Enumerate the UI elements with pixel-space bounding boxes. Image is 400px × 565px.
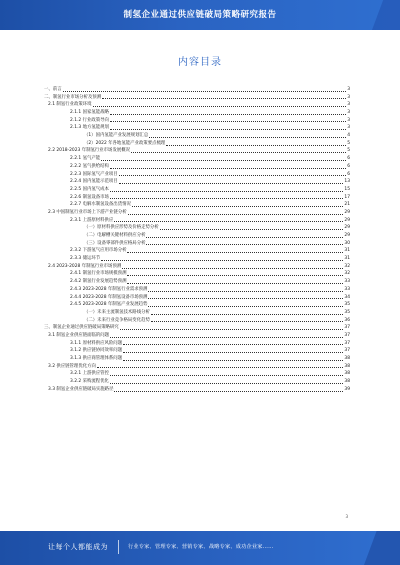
- toc-dot-leader: [110, 191, 343, 192]
- toc-entry-label: 2.3 中国制氢行业市场上下游产业链分析: [48, 209, 127, 215]
- toc-entry[interactable]: [44, 363, 350, 371]
- toc-dot-leader: [110, 168, 346, 169]
- toc-entry-page: 33: [344, 286, 350, 292]
- toc-entry[interactable]: [44, 94, 350, 102]
- toc-entry-label: 3.2.2 采购流程优化: [70, 379, 109, 385]
- toc-entry-page: 34: [344, 294, 350, 300]
- toc-entry-label: 三、制氢企业通过供应链破局策略研究: [44, 325, 119, 331]
- toc-entry-page: 17: [344, 194, 350, 200]
- toc-dot-leader: [131, 152, 346, 153]
- toc-entry-page: 15: [344, 186, 350, 192]
- toc-entry-page: 33: [344, 279, 350, 285]
- toc-dot-leader: [114, 391, 343, 392]
- toc-dot-leader: [110, 383, 343, 384]
- toc-dot-leader: [110, 114, 346, 115]
- toc-entry[interactable]: [44, 171, 350, 179]
- toc-entry[interactable]: [44, 109, 350, 117]
- toc-dot-leader: [132, 206, 344, 207]
- toc-entry-label: 3.1.3 供应商管理体系问题: [70, 356, 123, 362]
- toc-entry-page: 3: [347, 94, 350, 100]
- toc-entry-page: 3: [347, 102, 350, 108]
- toc-entry-page: 37: [344, 340, 350, 346]
- toc-entry-label: 2.4.3 2023-2028 年制氢行业需求预测: [70, 286, 148, 292]
- toc-entry-label: 3.1 制氢企业供应链面临的问题: [48, 332, 110, 338]
- toc-entry-page: 38: [344, 356, 350, 362]
- toc-entry-page: 6: [347, 171, 350, 177]
- toc-dot-leader: [128, 214, 344, 215]
- toc-dot-leader: [101, 260, 343, 261]
- toc-entry-label: 2.3.1 上游原材料供应: [70, 217, 114, 223]
- toc-entry-label: 2.3.3 储运环节: [70, 256, 101, 262]
- toc-entry-page: 6: [347, 163, 350, 169]
- toc-entry[interactable]: [44, 294, 350, 302]
- toc-entry-label: 2.2.5 国内氢气成本: [70, 186, 109, 192]
- toc-entry-label: 2.4.4 2023-2028 年制氢设备市场预测: [70, 294, 148, 300]
- toc-entry[interactable]: [44, 317, 350, 325]
- toc-dot-leader: [146, 244, 343, 245]
- footer-divider: [118, 540, 119, 554]
- toc-dot-leader: [120, 329, 344, 330]
- toc-entry-label: （2）2022 年各地氢能产业政策要点梳理: [84, 140, 166, 146]
- toc-entry-page: 35: [344, 309, 350, 315]
- toc-entry-page: 29: [344, 209, 350, 215]
- footer-slogan-tail: 行业专家、管理专家、营销专家、战略专家、成功企业家……: [128, 544, 274, 550]
- toc-heading: 内容目录: [178, 57, 222, 68]
- toc-entry-page: 3: [347, 117, 350, 123]
- toc-entry-page: 31: [344, 248, 350, 254]
- toc-dot-leader: [149, 137, 346, 138]
- toc-entry-page: 38: [344, 371, 350, 377]
- toc-entry-page: 29: [344, 225, 350, 231]
- toc-entry[interactable]: [44, 240, 350, 248]
- toc-entry-page: 35: [344, 302, 350, 308]
- header-band: [0, 0, 400, 30]
- toc-entry-label: （二）未来行业竞争格局变化趋势: [84, 317, 150, 323]
- toc-dot-leader: [102, 98, 346, 99]
- toc-entry[interactable]: [44, 201, 350, 209]
- toc-entry[interactable]: [44, 117, 350, 125]
- toc-entry[interactable]: [44, 255, 350, 263]
- toc-dot-leader: [63, 91, 347, 92]
- toc-entry-page: 3: [347, 110, 350, 116]
- toc-entry-page: 5: [347, 140, 350, 146]
- toc-entry-page: 32: [344, 271, 350, 277]
- toc-dot-leader: [151, 314, 344, 315]
- toc-entry-page: 37: [344, 332, 350, 338]
- toc-dot-leader: [151, 321, 344, 322]
- toc-entry[interactable]: [44, 301, 350, 309]
- toc-entry-page: 32: [344, 263, 350, 269]
- toc-entry[interactable]: [44, 340, 350, 348]
- toc-entry-page: 6: [347, 156, 350, 162]
- toc-dot-leader: [110, 337, 343, 338]
- toc-entry-label: 2.1.1 国家氢能战略: [70, 110, 109, 116]
- toc-entry-page: 4: [347, 133, 350, 139]
- toc-entry-label: 2.2.6 制氢设备市场: [70, 194, 109, 200]
- toc-entry[interactable]: [44, 386, 350, 394]
- toc-entry[interactable]: [44, 163, 350, 171]
- toc-dot-leader: [93, 106, 347, 107]
- toc-dot-leader: [160, 229, 344, 230]
- toc-entry[interactable]: [44, 263, 350, 271]
- toc-entry[interactable]: [44, 324, 350, 332]
- toc-entry-page: 21: [344, 202, 350, 208]
- toc-dot-leader: [127, 275, 343, 276]
- toc-entry-label: 3.2.1 上游供应管控: [70, 371, 109, 377]
- toc-entry-label: 二、制氢行业市场分析及预测: [44, 94, 102, 100]
- toc-dot-leader: [127, 283, 343, 284]
- toc-entry-label: 2.2.2 氢气供给结构: [70, 163, 109, 169]
- toc-entry-page: 29: [344, 233, 350, 239]
- toc-entry-label: 2.2 2018-2023 年制氢行业市场发展概况: [48, 148, 131, 154]
- toc-entry-page: 37: [344, 325, 350, 331]
- toc-dot-leader: [123, 360, 343, 361]
- toc-entry-label: 2.2.1 氢气产能: [70, 156, 101, 162]
- toc-dot-leader: [101, 160, 346, 161]
- toc-entry-label: 2.3.2 下游氢气应用市场分析: [70, 248, 127, 254]
- toc-dot-leader: [110, 375, 343, 376]
- toc-entry-label: 2.4.1 制氢行业市场规模预测: [70, 271, 127, 277]
- toc-entry-page: 13: [344, 179, 350, 185]
- toc-entry[interactable]: [44, 178, 350, 186]
- toc-entry-label: 2.2.7 电解水制氢设备出货情况: [70, 202, 131, 208]
- toc-entry[interactable]: [44, 232, 350, 240]
- toc-entry-label: 2.1.2 行业政策导向: [70, 117, 109, 123]
- toc-entry-page: 36: [344, 317, 350, 323]
- toc-dot-leader: [123, 352, 343, 353]
- toc-entry-label: 2.2.3 国际氢气产业项目: [70, 171, 118, 177]
- toc-entry-label: 2.4 2023-2028 年制氢行业市场预测: [48, 263, 122, 269]
- toc-dot-leader: [146, 237, 343, 238]
- toc-entry-label: 2.4.5 2023-2028 年制氢产业发展趋势: [70, 302, 148, 308]
- toc-dot-leader: [114, 221, 343, 222]
- toc-entry[interactable]: [44, 194, 350, 202]
- toc-dot-leader: [110, 129, 346, 130]
- toc-entry-page: 30: [344, 240, 350, 246]
- toc-entry[interactable]: [44, 155, 350, 163]
- toc-entry-label: 3.1.1 原材料供应风险问题: [70, 340, 123, 346]
- toc-entry[interactable]: [44, 101, 350, 109]
- toc-entry[interactable]: [44, 148, 350, 156]
- toc-dot-leader: [166, 145, 346, 146]
- toc-entry[interactable]: [44, 286, 350, 294]
- toc-dot-leader: [148, 291, 343, 292]
- toc-entry[interactable]: [44, 132, 350, 140]
- toc-entry-label: （一）原材料供应形势及价格走势分析: [84, 225, 159, 231]
- toc-entry-page: 3: [347, 125, 350, 131]
- toc-entry[interactable]: [44, 378, 350, 386]
- toc-dot-leader: [123, 344, 343, 345]
- toc-dot-leader: [148, 298, 343, 299]
- toc-entry[interactable]: [44, 140, 350, 148]
- toc-dot-leader: [110, 198, 343, 199]
- toc-entry-label: （一）未来主流制氢技术路线分析: [84, 309, 150, 315]
- toc-entry-label: （二）电解槽关键材料供应分析: [84, 233, 146, 239]
- toc-entry[interactable]: [44, 86, 350, 94]
- toc-entry-page: 29: [344, 217, 350, 223]
- toc-entry[interactable]: [44, 347, 350, 355]
- toc-entry-label: （1）国内氢能产业发展规划汇总: [84, 133, 149, 139]
- toc-entry[interactable]: [44, 370, 350, 378]
- table-of-contents: [44, 86, 350, 394]
- toc-entry[interactable]: [44, 224, 350, 232]
- toc-entry[interactable]: [44, 355, 350, 363]
- toc-entry-page: 31: [344, 256, 350, 262]
- toc-entry[interactable]: [44, 271, 350, 279]
- toc-entry-page: 38: [344, 379, 350, 385]
- toc-entry-label: 2.1 制氢行业政策环境: [48, 102, 92, 108]
- toc-dot-leader: [122, 268, 343, 269]
- toc-dot-leader: [127, 252, 343, 253]
- toc-entry-page: 37: [344, 348, 350, 354]
- toc-entry-page: 3: [347, 86, 350, 92]
- page-number: 3: [345, 514, 348, 519]
- toc-entry-label: （三）设备零部件供应格局分析: [84, 240, 146, 246]
- toc-entry[interactable]: [44, 309, 350, 317]
- toc-entry-label: 2.1.3 地方氢能规划: [70, 125, 109, 131]
- toc-entry-label: 一、前言: [44, 86, 62, 92]
- toc-entry-label: 3.3 制氢企业供应链破局实施路径: [48, 386, 114, 392]
- toc-entry[interactable]: [44, 332, 350, 340]
- toc-entry-page: 39: [344, 386, 350, 392]
- toc-entry[interactable]: [44, 186, 350, 194]
- toc-entry-page: 38: [344, 363, 350, 369]
- toc-entry[interactable]: [44, 278, 350, 286]
- toc-entry[interactable]: [44, 247, 350, 255]
- toc-entry-label: 2.4.2 制氢行业发展趋势预测: [70, 279, 127, 285]
- toc-dot-leader: [119, 175, 347, 176]
- toc-dot-leader: [97, 367, 344, 368]
- toc-entry[interactable]: [44, 217, 350, 225]
- footer-slogan-lead: 让每个人都能成为: [48, 543, 108, 551]
- toc-entry-label: 3.2 供应链管理优化方向: [48, 363, 96, 369]
- toc-entry-label: 2.2.4 国内氢能示范项目: [70, 179, 118, 185]
- report-title: 制氢企业通过供应链破局策略研究报告: [123, 10, 277, 20]
- toc-entry-page: 5: [347, 148, 350, 154]
- toc-entry-label: 3.1.2 供应链协同效率问题: [70, 348, 123, 354]
- toc-dot-leader: [110, 121, 346, 122]
- toc-entry[interactable]: [44, 209, 350, 217]
- toc-dot-leader: [148, 306, 343, 307]
- toc-dot-leader: [119, 183, 344, 184]
- toc-entry[interactable]: [44, 124, 350, 132]
